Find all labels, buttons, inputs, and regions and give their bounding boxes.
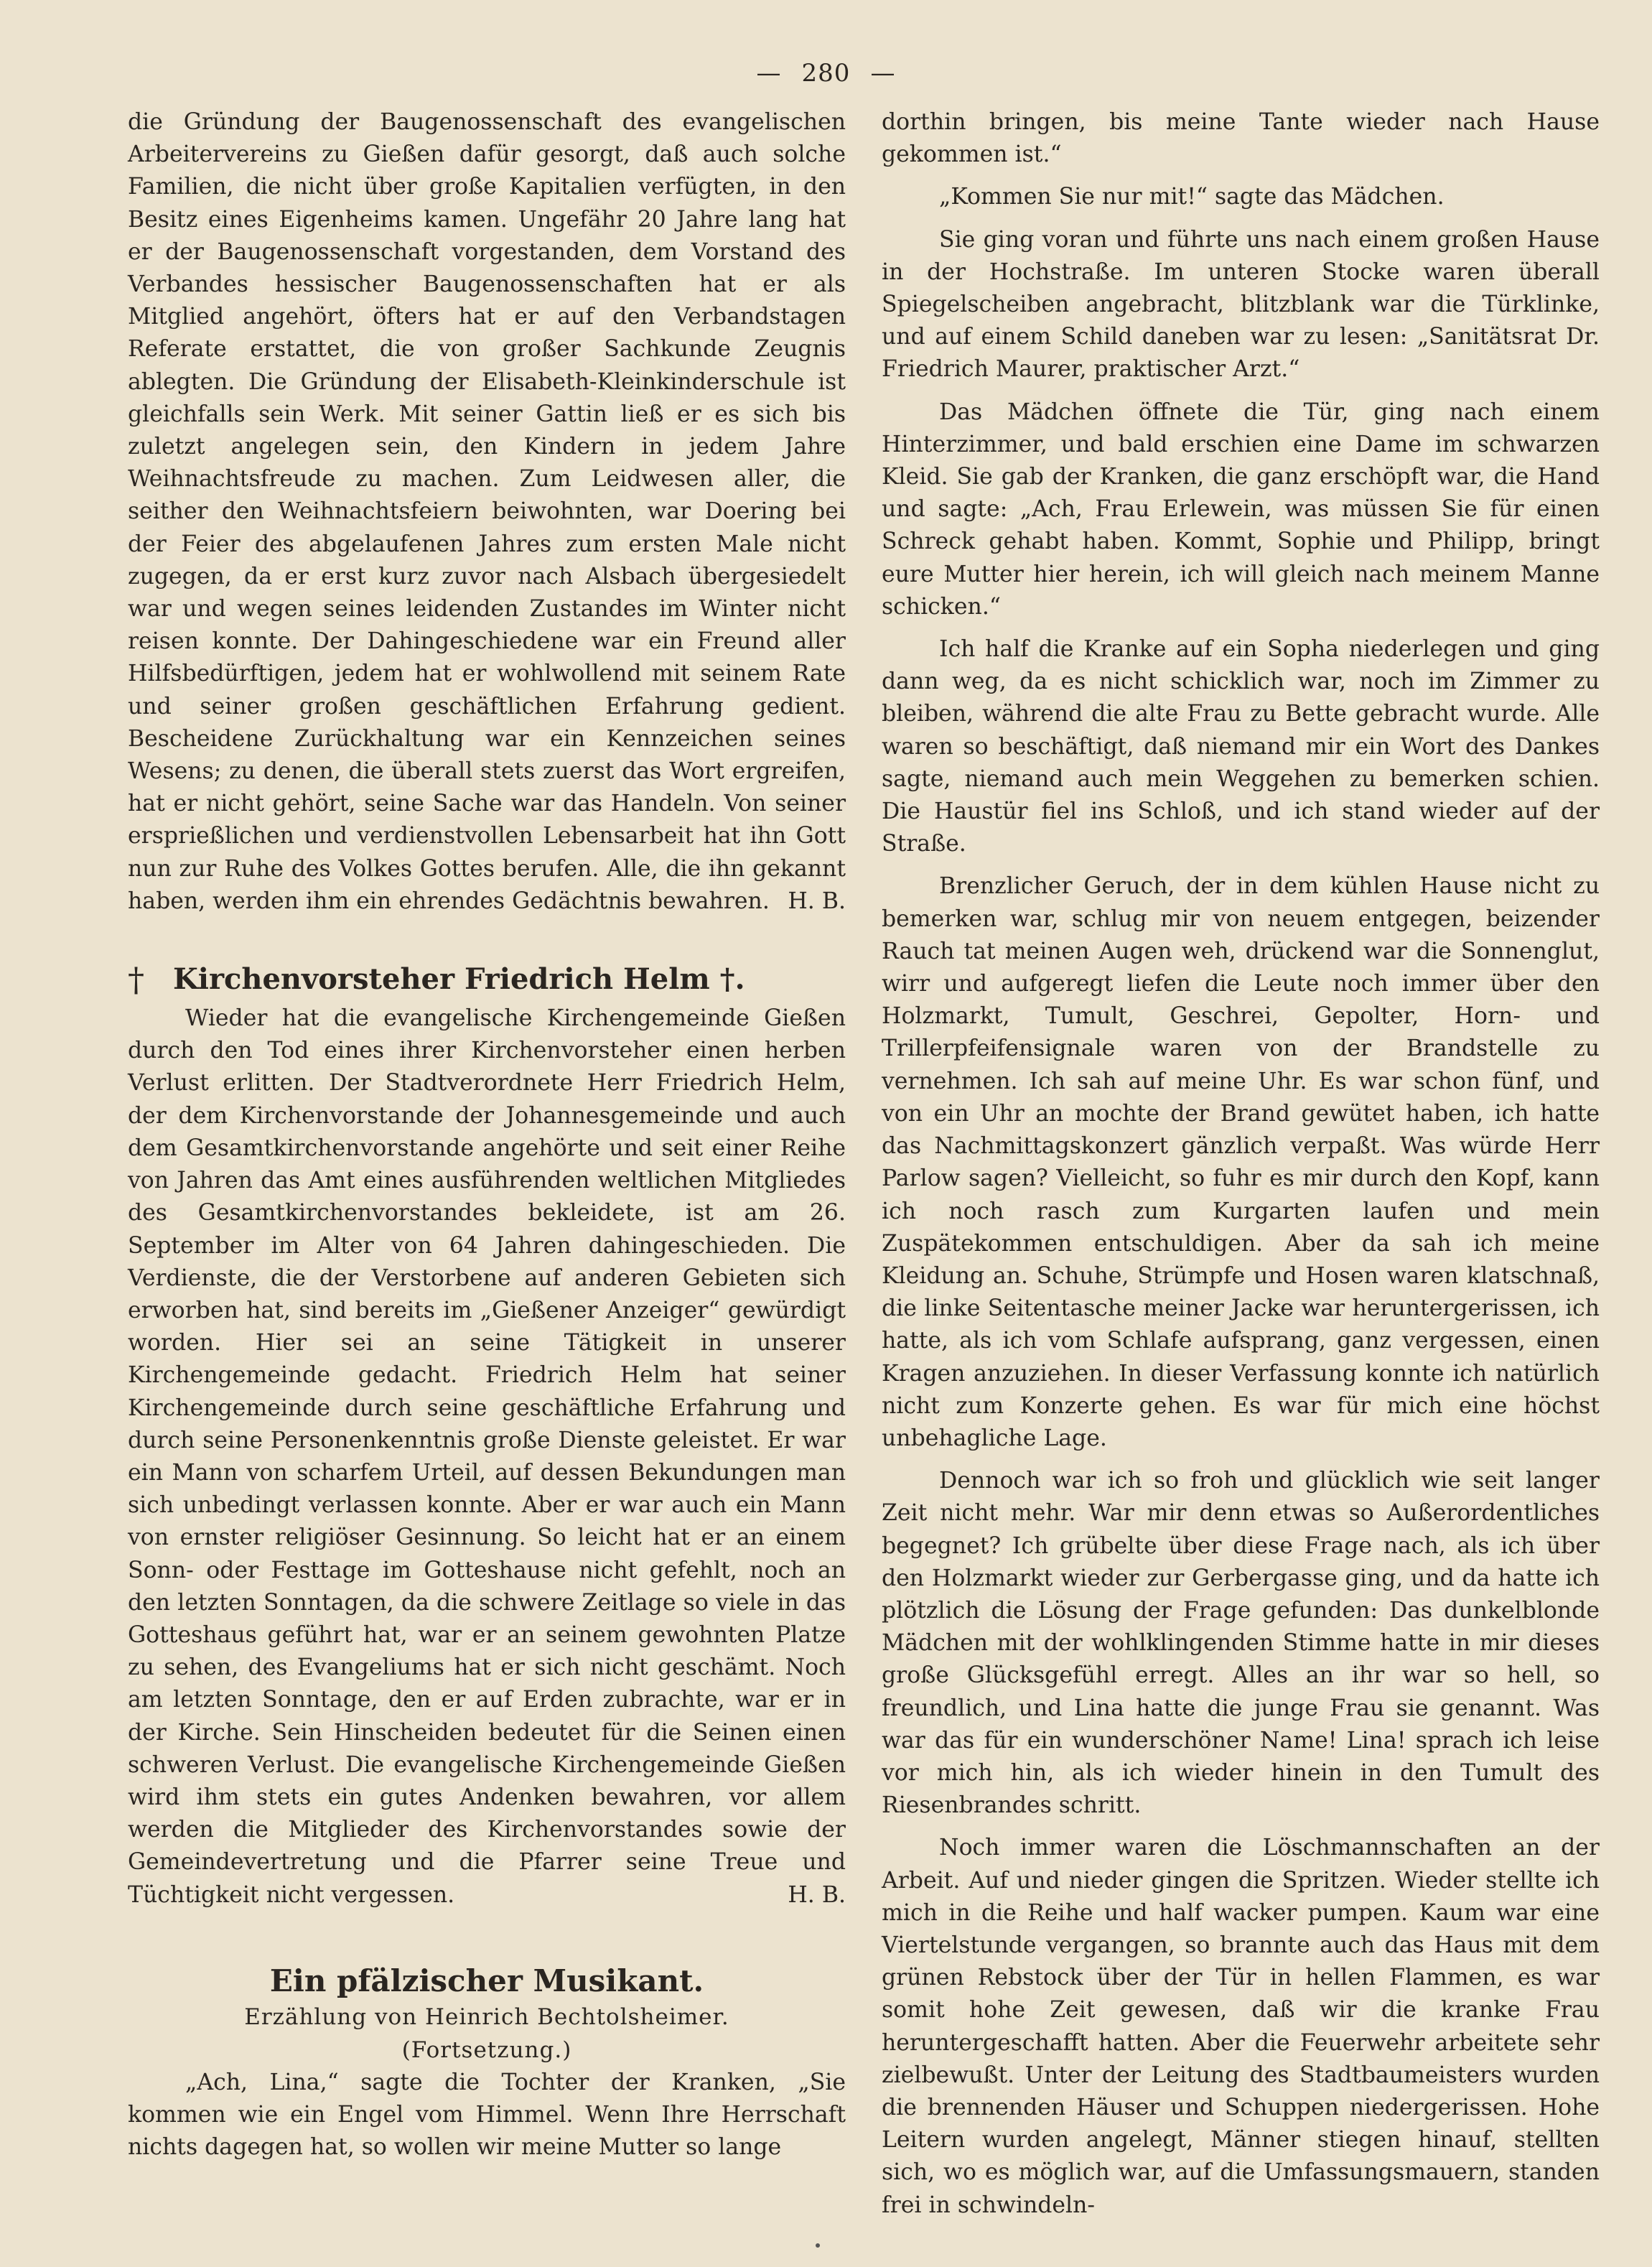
story-author: Erzählung von Heinrich Bechtolsheimer. xyxy=(244,2003,729,2030)
story-continuation: (Fortsetzung.) xyxy=(401,2036,572,2063)
obituary-doering xyxy=(128,106,846,918)
print-mark xyxy=(816,2243,820,2248)
helm-obituary-heading xyxy=(128,961,846,998)
obituary-helm-text: Wieder hat die evangelische Kirchengemeinde Gießen durch den Tod eines ihrer Kirchenvorsteher einen herben Verlust erlitten. Der Stadtverordnete Herr Friedrich Helm, der dem Kirchenvorstande der Johannesgemeinde und auch dem Gesamtkirchenvorstande angehörte und seit einer Reihe von Jahren das Amt eines ausführenden weltlichen Mitgliedes des Gesamtkirchenvorstandes bekleidete, ist am 26. September im Alter von 64 Jahren dahingeschieden. Die Verdienste, die der Verstorbene auf anderen Gebieten sich erworben hat, sind bereits im „Gießener Anzeiger“ gewürdigt worden. Hier sei an seine Tätigkeit in unserer Kirchengemeinde gedacht. Friedrich Helm hat seiner Kirchengemeinde durch seine geschäftliche Erfahrung und durch seine Personenkenntnis große Dienste geleistet. Er war ein Mann von scharfem Urteil, auf dessen Bekundungen man sich unbedingt verlassen konnte. Aber er war auch ein Mann von ernster religiöser Gesinnung. So leicht hat er an einem Sonn- oder Festtage im Gotteshause nicht gefehlt, noch an den letzten Sonntagen, da die schwere Zeitlage so viele in das Gotteshaus geführt hat, war er an seinem gewohnten Platze zu sehen, des Evangeliums hat er sich nicht geschämt. Noch am letzten Sonntage, den er auf Erden zubrachte, war er in der Kirche. Sein Hinscheiden bedeutet für die Seinen einen schweren Verlust. Die evangelische Kirchengemeinde Gießen wird ihm stets ein gutes Andenken bewahren, vor allem werden die Mitglieder des Kirchenvorstandes sowie der Gemeindevertretung und die Pfarrer seine Treue und Tüchtigkeit nicht vergessen. H. B. xyxy=(128,1002,846,1912)
story-paragraph: Sie ging voran und führte uns nach einem großen Hause in der Hochstraße. Im unteren Stocke waren überall Spiegelscheiben angebracht, blitzblank war die Türklinke, und auf einem Schild daneben war zu lesen: „Sanitätsrat Dr. Friedrich Maurer, praktischer Arzt.“ xyxy=(882,226,1600,383)
page-number: — 280 — xyxy=(756,59,896,88)
helm-heading-text: Kirchenvorsteher Friedrich Helm †. xyxy=(173,962,745,997)
obituary-helm-signature: H. B. xyxy=(788,1881,846,1908)
story-paragraph: Brenzlicher Geruch, der in dem kühlen Hause nicht zu bemerken war, schlug mir von neuem entgegen, beizender Rauch tat meinen Augen weh, drückend war die Sonnenglut, wirr und aufgeregt liefen die Leute noch immer über den Holzmarkt, Tumult, Geschrei, Gepolter, Horn- und Trillerpfeifensignale waren von der Brandstelle zu vernehmen. Ich sah auf meine Uhr. Es war schon fünf, und von ein Uhr an mochte der Brand gewütet haben, ich hatte das Nachmittagskonzert gänzlich verpaßt. Was würde Herr Parlow sagen? Vielleicht, so fuhr es mir durch den Kopf, kann ich noch rasch zum Kurgarten laufen und mein Zuspätekommen entschuldigen. Aber da sah ich meine Kleidung an. Schuhe, Strümpfe und Hosen waren klatschnaß, die linke Seitentasche meiner Jacke war heruntergerissen, ich hatte, als ich vom Schlafe aufsprang, ganz vergessen, einen Kragen anzuziehen. In dieser Verfassung konnte ich natürlich nicht zum Konzerte gehen. Es war für mich eine höchst unbehagliche Lage. xyxy=(882,873,1600,1451)
obituary-doering-signature: H. B. xyxy=(788,888,846,914)
story-paragraph: „Kommen Sie nur mit!“ sagte das Mädchen. xyxy=(939,184,1445,210)
cross-icon: † xyxy=(128,960,144,1000)
story-title: Ein pfälzischer Musikant. xyxy=(269,1963,704,1998)
right-column xyxy=(882,106,1600,2222)
obituary-helm xyxy=(128,1002,846,1912)
story-paragraph: Noch immer waren die Löschmannschaften an der Arbeit. Auf und nieder gingen die Spritzen. Wieder stellte ich mich in die Reihe und half wacker pumpen. Kaum war eine Viertelstunde vergangen, so brannte auch das Haus mit dem grünen Rebstock über der Tür in hellen Flammen, es war somit hohe Zeit gewesen, daß wir die kranke Frau heruntergeschafft hatten. Aber die Feuerwehr arbeitete sehr zielbewußt. Unter der Leitung des Stadtbaumeisters wurden die brennenden Häuser und Schuppen niedergerissen. Hohe Leitern wurden angelegt, Männer stiegen hinauf, stellten sich, wo es möglich war, auf die Umfassungsmauern, standen frei in schwindeln- xyxy=(882,1835,1600,2218)
story-paragraph: Dennoch war ich so froh und glücklich wie seit langer Zeit nicht mehr. War mir denn etwas so Außerordentliches begegnet? Ich grübelte über diese Frage nach, als ich über den Holzmarkt wieder zur Gerbergasse ging, und da hatte ich plötzlich die Lösung der Frage gefunden: Das dunkelblonde Mädchen mit der wohlklingenden Stimme hatte in mir dieses große Glücksgefühl erregt. Alles an ihr war so hell, so freundlich, und Lina hatte die junge Frau sie genannt. Was war das für ein wunderschöner Name! Lina! sprach ich leise vor mich hin, als ich wieder hinein in den Tumult des Riesenbrandes schritt. xyxy=(882,1468,1600,1819)
story-paragraph: Ich half die Kranke auf ein Sopha niederlegen und ging dann weg, da es nicht schicklich war, noch im Zimmer zu bleiben, während die alte Frau zu Bette gebracht wurde. Alle waren so beschäftigt, daß niemand mir ein Wort des Dankes sagte, niemand auch mein Weggehen zu bemerken schien. Die Haustür fiel ins Schloß, und ich stand wieder auf der Straße. xyxy=(882,636,1600,857)
story-paragraph: dorthin bringen, bis meine Tante wieder nach Hause gekommen ist.“ xyxy=(882,109,1600,168)
obituary-doering-text: die Gründung der Baugenossenschaft des evangelischen Arbeitervereins zu Gießen dafür gesorgt, daß auch solche Familien, die nicht über große Kapitalien verfügten, in den Besitz eines Eigenheims kamen. Ungefähr 20 Jahre lang hat er der Baugenossenschaft vorgestanden, dem Vorstand des Verbandes hessischer Baugenossenschaften hat er als Mitglied angehört, öfters hat er auf den Verbandstagen Referate erstattet, die von großer Sachkunde Zeugnis ablegten. Die Gründung der Elisabeth-Kleinkinderschule ist gleichfalls sein Werk. Mit seiner Gattin ließ er es sich bis zuletzt angelegen sein, den Kindern in jedem Jahre Weihnachtsfreude zu machen. Zum Leidwesen aller, die seither den Weihnachtsfeiern beiwohnten, war Doering bei der Feier des abgelaufenen Jahres zum ersten Male nicht zugegen, da er erst kurz zuvor nach Alsbach übergesiedelt war und wegen seines leidenden Zustandes im Winter nicht reisen konnte. Der Dahingeschiedene war ein Freund aller Hilfsbedürftigen, jedem hat er wohlwollend mit seinem Rate und seiner großen geschäftlichen Erfahrung gedient. Bescheidene Zurückhaltung war ein Kennzeichen seines Wesens; zu denen, die überall stets zuerst das Wort ergreifen, hat er nicht gehört, seine Sache war das Handeln. Von seiner ersprießlichen und verdienstvollen Lebensarbeit hat ihn Gott nun zur Ruhe des Volkes Gottes berufen. Alle, die ihn gekannt haben, werden ihm ein ehrendes Gedächtnis bewahren. H. B. xyxy=(128,106,846,918)
story-paragraph: Das Mädchen öffnete die Tür, ging nach einem Hinterzimmer, und bald erschien eine Dame im schwarzen Kleid. Sie gab der Kranken, die ganz erschöpft war, die Hand und sagte: „Ach, Frau Erlewein, was müssen Sie für einen Schreck gehabt haben. Kommt, Sophie und Philipp, bringt eure Mutter hier herein, ich will gleich nach meinem Manne schicken.“ xyxy=(882,399,1600,620)
left-column xyxy=(128,106,846,2164)
story-opening: „Ach, Lina,“ sagte die Tochter der Kranken, „Sie kommen wie ein Engel vom Himmel. Wenn Ihre Herrschaft nichts dagegen hat, so wollen wir meine Mutter so lange xyxy=(128,2069,846,2161)
